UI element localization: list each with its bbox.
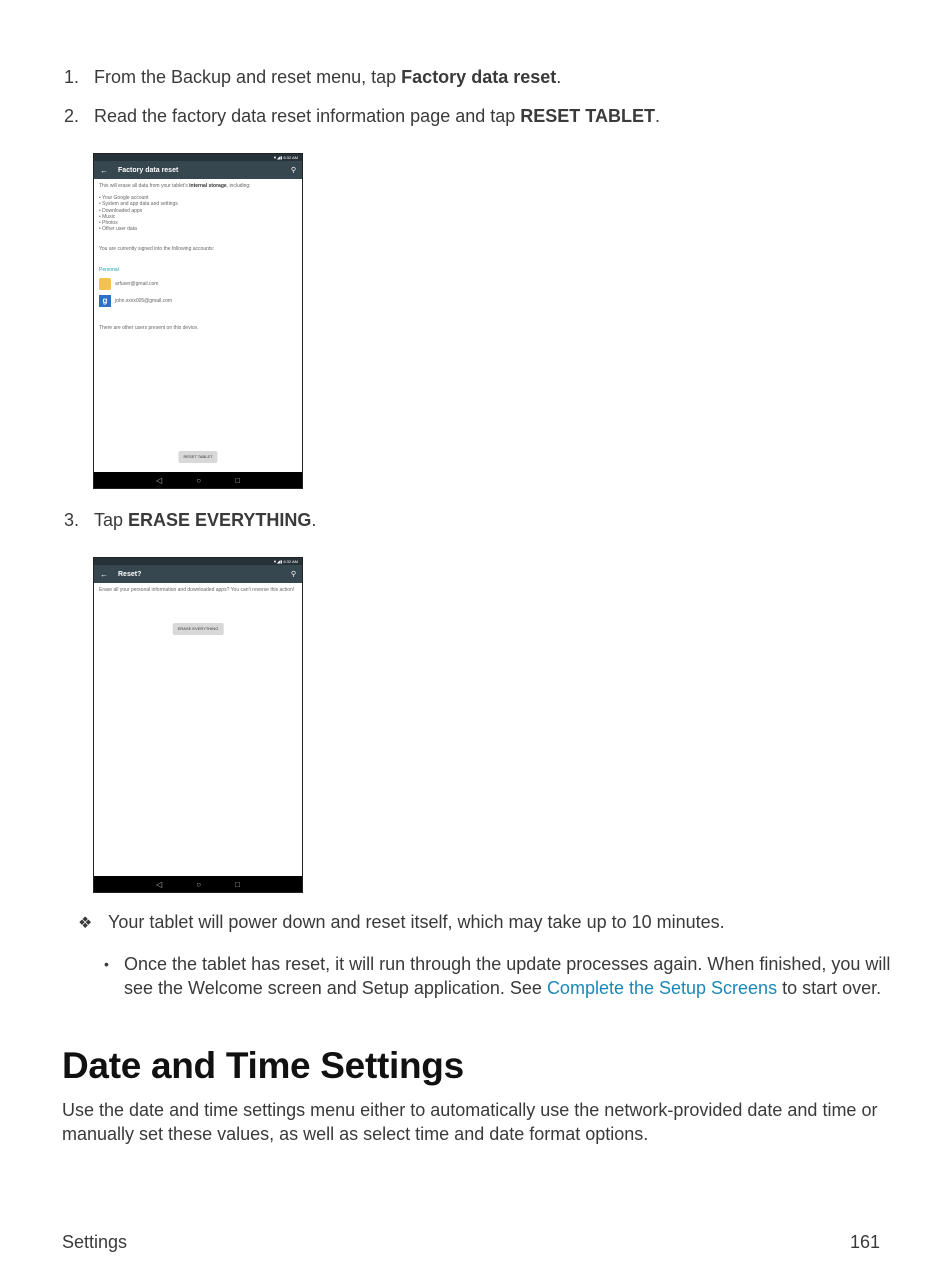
page-number: 161	[849, 1232, 880, 1252]
reset-tablet-button: RESET TABLET	[178, 451, 217, 463]
erase-everything-button: ERASE EVERYTHING	[173, 623, 224, 635]
step-text: Read the factory data reset information page and tap	[94, 106, 521, 126]
note-bullet	[78, 912, 725, 933]
sub-bullet-text	[104, 953, 894, 1000]
step-punct: .	[311, 510, 317, 530]
account-email: john.xxxx005@gmail.com	[115, 297, 173, 304]
status-bar: ▼◢▮ 6:32 AM	[94, 558, 302, 565]
step-number: 1.	[64, 67, 80, 87]
status-bar: ▼◢▮ 6:32 AM	[94, 154, 302, 161]
app-bar-title: Factory data reset	[118, 166, 179, 174]
section-paragraph: Use the date and time settings menu either to automatically use the network-provided date and time or manually set these values, as well as select time and date format options.	[62, 1100, 878, 1144]
nav-recent-icon: □	[235, 475, 240, 485]
email-avatar-icon	[99, 278, 111, 290]
step-bold: ERASE EVERYTHING	[128, 510, 312, 530]
erase-list	[99, 195, 297, 232]
back-arrow-icon: ←	[100, 569, 108, 579]
nav-back-icon: ◁	[156, 879, 163, 889]
sub-bullet-post: to start over.	[777, 977, 882, 998]
list-item: • Photos	[99, 220, 118, 227]
nav-home-icon: ○	[196, 879, 202, 889]
step-1	[64, 66, 561, 88]
footer-section: Settings	[62, 1232, 128, 1252]
section-heading: Date and Time Settings	[62, 1045, 464, 1086]
step-bold: Factory data reset	[401, 67, 557, 87]
diamond-bullet-icon: ❖	[78, 915, 93, 932]
step-3	[64, 509, 316, 531]
personal-label: Personal	[99, 266, 119, 273]
sub-bullet-pre: Once the tablet has reset, it will run through the update processes again. When finished, you will see the Welcome screen and Setup application. See	[124, 954, 891, 998]
step-text: From the Backup and reset menu, tap	[94, 67, 402, 87]
setup-screens-link[interactable]: Complete the Setup Screens	[546, 977, 778, 998]
other-users-text: There are other users present on this device.	[99, 324, 199, 331]
signed-in-text: You are currently signed into the following accounts:	[99, 246, 215, 253]
list-item: • Your Google account	[99, 195, 149, 202]
reset-message: Erase all your personal information and downloaded apps? You can't reverse this action!	[99, 587, 295, 593]
intro-text	[99, 183, 297, 189]
app-bar	[94, 161, 302, 179]
step-punct: .	[654, 106, 660, 126]
step-number: 3.	[64, 510, 80, 530]
account-row	[99, 278, 297, 290]
screen-content	[94, 583, 302, 876]
step-bold: RESET TABLET	[520, 106, 655, 126]
intro-post: , including:	[226, 183, 251, 189]
search-icon: ⚲	[290, 167, 296, 174]
account-email: arfuser@gmail.com	[115, 280, 159, 287]
app-bar-title: Reset?	[118, 570, 142, 578]
back-arrow-icon: ←	[100, 165, 108, 175]
step-punct: .	[556, 67, 562, 87]
dot-bullet-icon: •	[104, 956, 109, 972]
app-bar	[94, 565, 302, 583]
nav-home-icon: ○	[196, 475, 202, 485]
intro-pre: This will erase all data from your tablet's	[99, 183, 190, 189]
nav-bar	[94, 472, 302, 488]
list-item: • System and app data and settings	[99, 201, 178, 208]
step-number: 2.	[64, 106, 80, 126]
search-icon: ⚲	[290, 571, 296, 578]
list-item: • Downloaded apps	[99, 207, 143, 214]
nav-back-icon: ◁	[156, 475, 163, 485]
step-text: Tap	[94, 510, 129, 530]
nav-bar	[94, 876, 302, 892]
intro-bold: internal storage	[189, 183, 227, 189]
screen-content	[94, 179, 302, 472]
factory-reset-screenshot	[93, 153, 303, 489]
account-row	[99, 295, 297, 307]
nav-recent-icon: □	[235, 879, 240, 889]
sub-bullet	[104, 953, 894, 1000]
note-text: Your tablet will power down and reset itself, which may take up to 10 minutes.	[108, 912, 725, 932]
list-item: • Music	[99, 213, 116, 220]
step-2	[64, 105, 660, 127]
google-g-icon: g	[99, 295, 111, 307]
list-item: • Other user data	[99, 226, 137, 233]
reset-confirm-screenshot	[93, 557, 303, 893]
